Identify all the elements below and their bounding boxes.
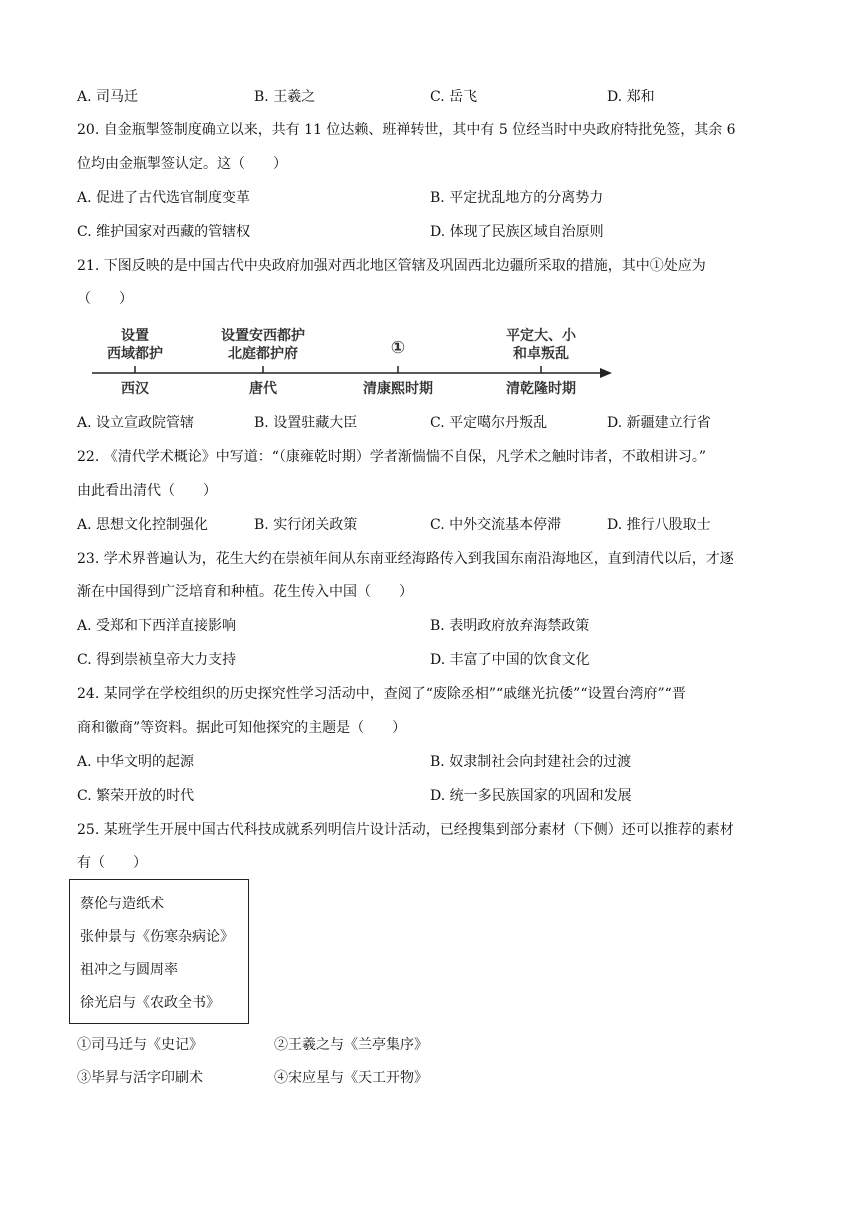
q24-option-d[interactable]: D. 统一多民族国家的巩固和发展 (430, 788, 632, 804)
q20-option-d[interactable]: D. 体现了民族区域自治原则 (430, 224, 604, 240)
materials-item-4: 徐光启与《农政全书》 (80, 995, 220, 1011)
q20-stem-line1: 20. 自金瓶掣签制度确立以来，共有 11 位达赖、班禅转世，其中有 5 位经当时中央政府特批免签，其余 6 (77, 122, 736, 138)
timeline-diagram (80, 326, 620, 404)
q21-option-c[interactable]: C. 平定噶尔丹叛乱 (430, 415, 548, 431)
q25-subitem-4: ④宋应星与《天工开物》 (274, 1070, 428, 1086)
q22-stem-line2: 由此看出清代（ ） (77, 483, 217, 499)
q19-option-c[interactable]: C. 岳飞 (430, 89, 478, 105)
q25-subitem-2: ②王羲之与《兰亭集序》 (274, 1037, 428, 1053)
timeline-event-3-blank: ① (390, 338, 406, 358)
q24-option-a[interactable]: A. 中华文明的起源 (77, 754, 195, 770)
q21-option-d[interactable]: D. 新疆建立行省 (607, 415, 711, 431)
q23-option-b[interactable]: B. 表明政府放弃海禁政策 (430, 618, 590, 634)
q22-option-b[interactable]: B. 实行闭关政策 (254, 517, 358, 533)
q21-stem-line1: 21. 下图反映的是中国古代中央政府加强对西北地区管辖及巩固西北边疆所采取的措施，其中①处应为 (77, 258, 706, 274)
timeline-event-1-top: 设置 (121, 328, 149, 344)
timeline-event-4-top: 平定大、小 (506, 328, 576, 344)
q23-stem-line1: 23. 学术界普遍认为，花生大约在崇祯年间从东南亚经海路传入到我国东南沿海地区，直到清代以后，才逐 (77, 551, 734, 567)
q23-option-d[interactable]: D. 丰富了中国的饮食文化 (430, 652, 590, 668)
materials-box (69, 879, 249, 1024)
q21-option-b[interactable]: B. 设置驻藏大臣 (254, 415, 358, 431)
q23-option-c[interactable]: C. 得到崇祯皇帝大力支持 (77, 652, 237, 668)
timeline-event-1-bottom: 西域都护 (107, 346, 163, 362)
q21-option-a[interactable]: A. 设立宣政院管辖 (77, 415, 195, 431)
q23-option-a[interactable]: A. 受郑和下西洋直接影响 (77, 618, 237, 634)
q19-option-a[interactable]: A. 司马迁 (77, 89, 139, 105)
q19-option-b[interactable]: B. 王羲之 (254, 89, 316, 105)
q22-option-c[interactable]: C. 中外交流基本停滞 (430, 517, 562, 533)
q24-option-c[interactable]: C. 繁荣开放的时代 (77, 788, 195, 804)
q25-stem-line2: 有（ ） (77, 855, 147, 871)
materials-item-2: 张仲景与《伤寒杂病论》 (80, 929, 234, 945)
q20-stem-line2: 位均由金瓶掣签认定。这（ ） (77, 156, 287, 172)
timeline-period-2: 唐代 (249, 381, 277, 397)
timeline-event-2-top: 设置安西都护 (221, 328, 305, 344)
q24-stem-line2: 商和徽商”等资料。据此可知他探究的主题是（ ） (77, 720, 407, 736)
q19-option-d[interactable]: D. 郑和 (607, 89, 655, 105)
materials-item-1: 蔡伦与造纸术 (80, 896, 164, 912)
timeline-period-1: 西汉 (121, 381, 149, 397)
materials-item-3: 祖冲之与圆周率 (80, 962, 178, 978)
timeline-event-4-bottom: 和卓叛乱 (513, 346, 569, 362)
q22-stem-line1: 22. 《清代学术概论》中写道：“（康雍乾时期）学者渐惴惴不自保，凡学术之触时讳者，不敢相讲习。” (77, 449, 707, 465)
q23-stem-line2: 渐在中国得到广泛培育和种植。花生传入中国（ ） (77, 584, 413, 600)
q20-option-a[interactable]: A. 促进了古代选官制度变革 (77, 190, 251, 206)
q20-option-c[interactable]: C. 维护国家对西藏的管辖权 (77, 224, 251, 240)
q25-stem-line1: 25. 某班学生开展中国古代科技成就系列明信片设计活动，已经搜集到部分素材（下侧）还可以推荐的素材 (77, 822, 734, 838)
timeline-period-3: 清康熙时期 (363, 381, 433, 397)
q22-option-a[interactable]: A. 思想文化控制强化 (77, 517, 209, 533)
q24-option-b[interactable]: B. 奴隶制社会向封建社会的过渡 (430, 754, 632, 770)
timeline-event-2-bottom: 北庭都护府 (228, 346, 298, 362)
q25-subitem-3: ③毕昇与活字印刷术 (77, 1070, 203, 1086)
timeline-arrow-icon (600, 368, 612, 378)
q21-stem-line2: （ ） (77, 291, 133, 307)
q24-stem-line1: 24. 某同学在学校组织的历史探究性学习活动中，查阅了“废除丞相”“戚继光抗倭”“设置台湾府”“晋 (77, 686, 686, 702)
q22-option-d[interactable]: D. 推行八股取士 (607, 517, 711, 533)
q20-option-b[interactable]: B. 平定扰乱地方的分离势力 (430, 190, 604, 206)
q25-subitem-1: ①司马迁与《史记》 (77, 1037, 203, 1053)
timeline-period-4: 清乾隆时期 (506, 381, 576, 397)
